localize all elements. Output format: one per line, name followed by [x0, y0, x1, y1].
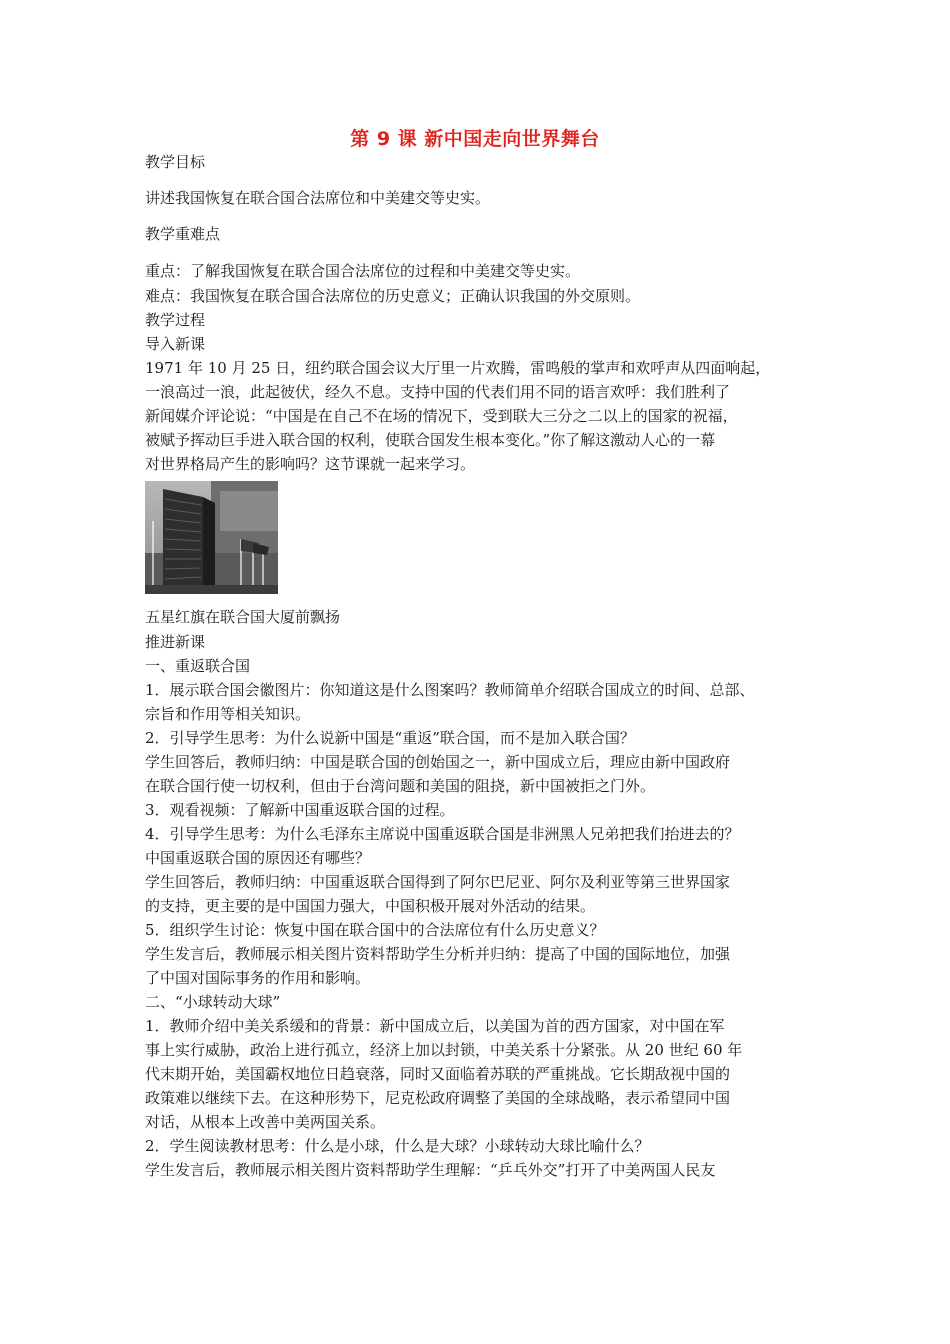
body-line: 的支持，更主要的是中国国力强大，中国积极开展对外活动的结果。 — [145, 897, 596, 915]
intro-paragraph — [145, 356, 810, 476]
section-heading: 一、重返联合国 — [145, 657, 251, 675]
body-line: 在联合国行使一切权利，但由于台湾问题和美国的阻挠，新中国被拒之门外。 — [145, 777, 656, 795]
body-line: 2．引导学生思考：为什么说新中国是“重返”联合国，而不是加入联合国？ — [145, 729, 635, 747]
intro-line: 1971 年 10 月 25 日，纽约联合国会议大厅里一片欢腾，雷鸣般的掌声和欢呼声从四面响起， — [145, 359, 771, 377]
body-line: 学生回答后，教师归纳：中国重返联合国得到了阿尔巴尼亚、阿尔及利亚等第三世界国家 — [145, 873, 731, 891]
objectives-text: 讲述我国恢复在联合国合法席位和中美建交等史实。 — [145, 189, 491, 207]
body-line: 推进新课 — [145, 633, 206, 651]
body-line: 政策难以继续下去。在这种形势下，尼克松政府调整了美国的全球战略，表示希望同中国 — [145, 1089, 731, 1107]
body-line: 对话，从根本上改善中美两国关系。 — [145, 1113, 386, 1131]
lesson-title: 第 9 课 新中国走向世界舞台 — [350, 128, 600, 150]
keypoint-focus: 重点：了解我国恢复在联合国合法席位的过程和中美建交等史实。 — [145, 262, 581, 280]
body-line: 中国重返联合国的原因还有哪些？ — [145, 849, 371, 867]
un-building-photo — [145, 481, 278, 594]
body-line: 2．学生阅读教材思考：什么是小球，什么是大球？小球转动大球比喻什么？ — [145, 1137, 650, 1155]
body-line: 宗旨和作用等相关知识。 — [145, 705, 311, 723]
process-heading: 教学过程 — [145, 311, 206, 329]
body-line: 学生发言后，教师展示相关图片资料帮助学生分析并归纳：提高了中国的国际地位，加强 — [145, 945, 731, 963]
intro-line: 一浪高过一浪，此起彼伏，经久不息。支持中国的代表们用不同的语言欢呼：我们胜利了 — [145, 383, 731, 401]
photo-caption: 五星红旗在联合国大厦前飘扬 — [145, 608, 341, 626]
body-line: 了中国对国际事务的作用和影响。 — [145, 969, 371, 987]
body-line: 代末期开始，美国霸权地位日趋衰落，同时又面临着苏联的严重挑战。它长期敌视中国的 — [145, 1065, 731, 1083]
body-line: 3．观看视频：了解新中国重返联合国的过程。 — [145, 801, 455, 819]
intro-line: 被赋予挥动巨手进入联合国的权利，使联合国发生根本变化。”你了解这激动人心的一幕 — [145, 431, 716, 449]
keypoint-difficulty: 难点：我国恢复在联合国合法席位的历史意义；正确认识我国的外交原则。 — [145, 287, 641, 305]
intro-line: 对世界格局产生的影响吗？这节课就一起来学习。 — [145, 455, 476, 473]
objectives-heading: 教学目标 — [145, 153, 206, 171]
body-line: 学生发言后，教师展示相关图片资料帮助学生理解：“乒乓外交”打开了中美两国人民友 — [145, 1161, 716, 1179]
body-line: 4．引导学生思考：为什么毛泽东主席说中国重返联合国是非洲黑人兄弟把我们抬进去的？ — [145, 825, 740, 843]
body-line: 1．展示联合国会徽图片：你知道这是什么图案吗？教师简单介绍联合国成立的时间、总部、 — [145, 681, 755, 699]
body-line: 学生回答后，教师归纳：中国是联合国的创始国之一，新中国成立后，理应由新中国政府 — [145, 753, 731, 771]
intro-heading: 导入新课 — [145, 335, 206, 353]
keypoints-heading: 教学重难点 — [145, 225, 221, 243]
section-heading: 二、“小球转动大球” — [145, 993, 281, 1011]
intro-line: 新闻媒介评论说：“中国是在自己不在场的情况下，受到联大三分之二以上的国家的祝福， — [145, 407, 738, 425]
lesson-body — [145, 630, 810, 1182]
body-line: 5．组织学生讨论：恢复中国在联合国中的合法席位有什么历史意义？ — [145, 921, 605, 939]
body-line: 1．教师介绍中美关系缓和的背景：新中国成立后，以美国为首的西方国家，对中国在军 — [145, 1017, 725, 1035]
body-line: 事上实行威胁，政治上进行孤立，经济上加以封锁，中美关系十分紧张。从 20 世纪 60 年 — [145, 1041, 743, 1059]
un-building-photo-art — [145, 481, 278, 594]
